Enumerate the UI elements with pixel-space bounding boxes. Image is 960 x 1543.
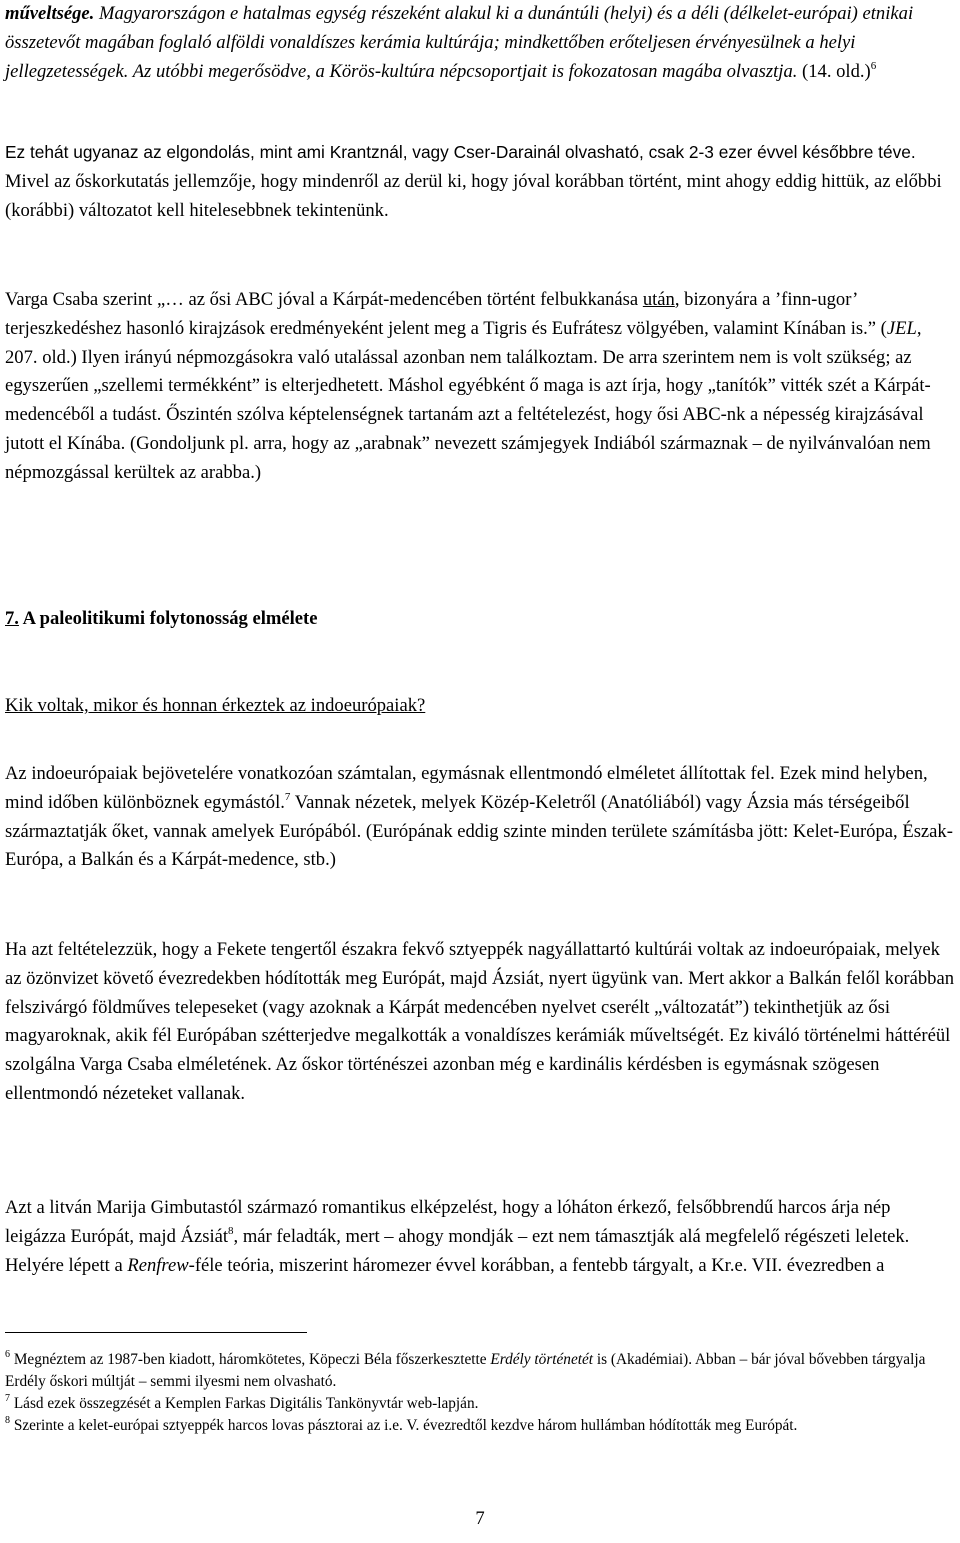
paragraph-text: Ha azt feltételezzük, hogy a Fekete tengertől északra fekvő sztyeppék nagyállattartó kultúrái voltak az indoeurópaiak, melyek az özönvizet követő évezredekben hódították meg Európát, majd Ázsiát, nyert ügyünk van. Mert akkor a Balkán felől korábban felszivárgó földműves telepeseket (vagy azoknak a Kárpát medencében nyelvet cserélt „változatát”) tekinthetjük az ősi magyaroknak, akik fél Európában szétterjedve megalkották a vonaldíszes kerámiák műveltségét. Ez kiváló történelmi háttéréül szolgálna Varga Csaba elméletének. Az őskor történészei azonban még e kardinális kérdésben is egymásnak szögesen ellentmondó nézeteket vallanak. xyxy=(5,939,954,1104)
paragraph-theories xyxy=(5,760,955,875)
paragraph-text: Azt a litván Marija Gimbutastól származó romantikus elképzelést, hogy a lóháton érkező, felsőbbrendű harcos árja nép leigázza Európát, majd Ázsiát xyxy=(5,1197,891,1247)
paragraph-text: Varga Csaba szerint „… az ősi ABC jóval a Kárpát-medencében történt felbukkanása xyxy=(5,289,643,310)
footnote-6 xyxy=(5,1349,955,1393)
paragraph-krantz-comparison xyxy=(5,138,955,225)
footnote-number: 6 xyxy=(5,1349,10,1360)
section-number: 7. xyxy=(5,608,19,629)
footnote-7 xyxy=(5,1393,955,1415)
footnote-ref-8[interactable]: 8 xyxy=(228,1224,234,1237)
paragraph-text: Vannak nézetek, melyek Közép-Keletről (Anatóliából) vagy Ázsia más térségeiből származtatják őket, vannak amelyek Európából. (Európának eddig szinte minden területe számításba jött: Kelet-Európa, Észak-Európa, a Balkán és a Kárpát-medence, stb.) xyxy=(5,791,953,871)
footnote-ref-7[interactable]: 7 xyxy=(284,790,291,803)
paragraph-text: , bizonyára a ’finn-ugor’ terjeszkedéshez hasonló kirajzások eredményeként jelent meg a Tigris és Eufrátesz völgyében, valamint Kínában is.” ( xyxy=(5,289,887,339)
paragraph-text: Mivel az őskorkutatás jellemzője, hogy mindenről az derül ki, hogy jóval korábban történt, mint ahogy eddig hittük, az előbbi (korábbi) változatot kell hitelesebbnek tekintenünk. xyxy=(5,170,942,221)
paragraph-text: -féle teória, miszerint háromezer évvel korábban, a fentebb tárgyalt, a Kr.e. VII. évezredben a xyxy=(188,1254,885,1276)
footnote-number: 8 xyxy=(5,1415,10,1426)
quote-text: Magyarországon e hatalmas egység részeként alakul ki a dunántúli (helyi) és a déli (délkelet-európai) etnikai összetevőt magában foglaló alföldi vonaldíszes kerámia kultúrája; mindkettőben erőteljesen érvényesülnek a helyi jellegzetességek. Az utóbbi megerősödve, a Körös-kultúra népcsoportjait is fokozatosan magába olvasztja. xyxy=(5,3,914,82)
paragraph-continued-quote xyxy=(5,0,955,86)
sans-serif-note: Ez tehát ugyanaz az elgondolás, mint ami Krantznál, vagy Cser-Darainál olvasható, csak 2-3 ezer évvel későbbre téve. xyxy=(5,142,916,162)
lead-word: műveltsége. xyxy=(5,3,95,24)
section-heading xyxy=(5,605,955,633)
footnote-text: Lásd ezek összegzését a Kemplen Farkas Digitális Tankönyvtár web-lapján. xyxy=(10,1395,479,1412)
paragraph-text: , már feladták, mert – ahogy mondják – ezt nem támasztják alá megfelelő régészeti leletek. Helyére lépett a xyxy=(5,1225,910,1276)
author-name: Renfrew xyxy=(127,1254,189,1276)
footnote-separator xyxy=(5,1332,307,1333)
footnote-text: Megnéztem az 1987-ben kiadott, háromkötetes, Köpeczi Béla főszerkesztette xyxy=(10,1351,491,1368)
footnotes xyxy=(5,1349,955,1437)
footnote-number: 7 xyxy=(5,1393,10,1404)
footnote-text: is (Akadémiai). Abban – bár jóval bővebben tárgyalja Erdély őskori múltját – semmi ilyesmi nem olvasható. xyxy=(5,1351,926,1390)
page-number: 7 xyxy=(475,1508,485,1529)
book-title: Erdély történetét xyxy=(490,1351,594,1368)
section-title: A paleolitikumi folytonosság elmélete xyxy=(18,608,318,629)
footnote-ref-6[interactable]: 6 xyxy=(870,59,877,72)
page-reference: (14. old.) xyxy=(797,60,871,82)
source-abbreviation: JEL xyxy=(886,317,917,339)
paragraph-text: , 207. old.) Ilyen irányú népmozgásokra való utalással azonban nem találkoztam. De arra szerintem nem is volt szükség; az egyszerűen „szellemi termékként” is elterjedhetett. Máshol egyébként ő maga is azt írja, hogy „tanítók” vitték szét a Kárpát-medencéből a tudást. Őszintén szólva képtelenségnek tartanám azt a feltételezést, hogy ősi ABC-nk a népesség kirajzásával jutott el Kínába. (Gondoljunk pl. arra, hogy az „arabnak” nevezett számjegyek Indiából származnak – de nyilvánvalóan nem népmozgással kerültek az arabba.) xyxy=(5,317,931,483)
paragraph-varga-csaba xyxy=(5,286,955,488)
footnote-8 xyxy=(5,1415,955,1437)
paragraph-gimbutas xyxy=(5,1194,955,1280)
paragraph-steppe-hypothesis xyxy=(5,936,955,1109)
footnote-text: Szerinte a kelet-európai sztyeppék harcos lovas pásztorai az i.e. V. évezredtől kezdve három hullámban hódították meg Európát. xyxy=(10,1417,798,1434)
section-question: Kik voltak, mikor és honnan érkeztek az indoeurópaiak? xyxy=(5,695,426,716)
underlined-word: után xyxy=(642,289,675,310)
paragraph-text: Az indoeurópaiak bejövetelére vonatkozóan számtalan, egymásnak ellentmondó elméletet állítottak fel. Ezek mind helyben, mind időben különböznek egymástól. xyxy=(5,763,928,813)
